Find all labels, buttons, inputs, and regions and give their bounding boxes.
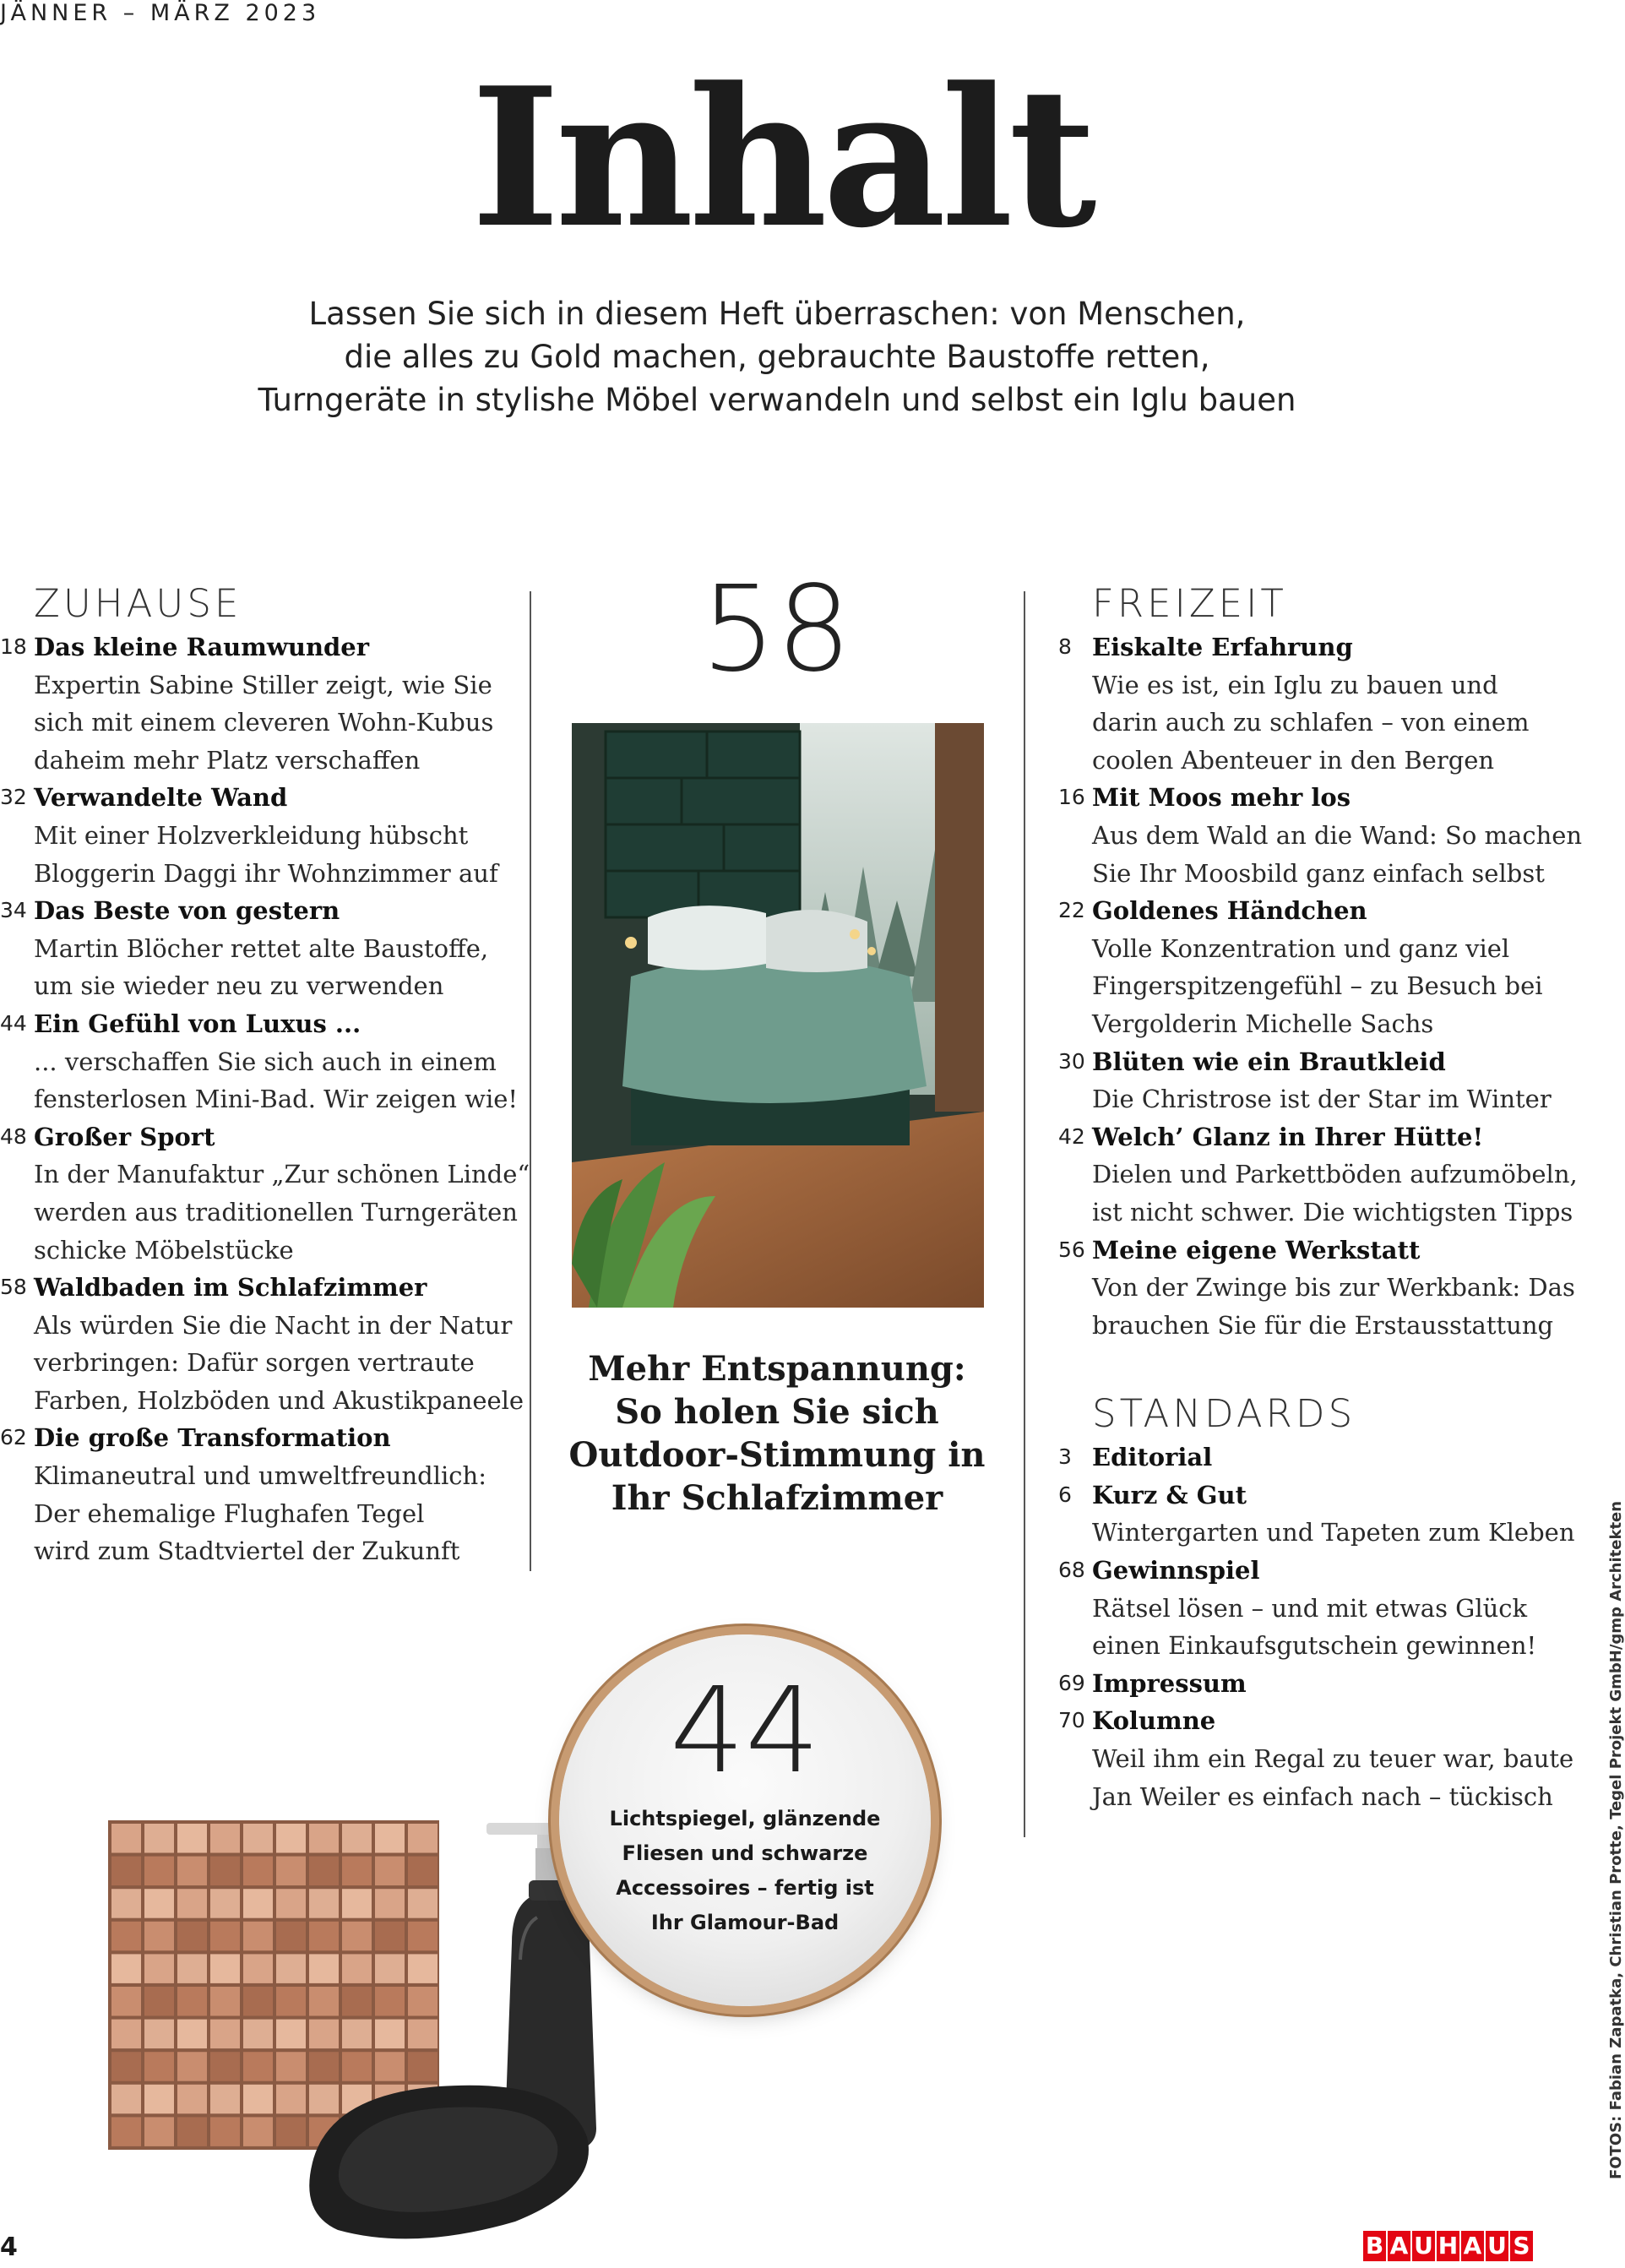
mosaic-tile [144,2117,174,2146]
bauhaus-logo[interactable] [1363,2231,1533,2261]
mosaic-tile [375,1857,405,1886]
mosaic-tile [309,1857,339,1886]
toc-description: Aus dem Wald an die Wand: So machen [1092,820,1583,850]
toc-description: Weil ihm ein Regal zu teuer war, baute [1092,1744,1574,1774]
mosaic-tile [210,2052,240,2081]
toc-description: ist nicht schwer. Die wichtigsten Tipps [1092,1197,1573,1226]
toc-title[interactable]: Das kleine Raumwunder [34,633,370,661]
toc-description: Von der Zwinge bis zur Werkbank: Das [1092,1273,1575,1303]
mosaic-tile [210,1857,240,1886]
mosaic-tile [111,1954,141,1983]
mosaic-tile [276,1824,306,1853]
mosaic-tile [177,2020,207,2049]
mosaic-tile [408,1889,438,1918]
toc-entry[interactable] [0,779,515,892]
mosaic-tile [111,1889,141,1918]
toc-title[interactable]: Goldenes Händchen [1092,896,1367,926]
mosaic-tile [144,2085,174,2114]
mosaic-tile [243,1922,273,1951]
photo-credits: FOTOS: Fabian Zapatka, Christian Protte, Tegel Projekt GmbH/gmp Architekten [1607,1500,1625,2179]
logo-letter: U [1486,2231,1508,2261]
page-title: Inhalt [470,46,1092,270]
feature-caption-line: So holen Sie sich [615,1392,939,1432]
intro-line: die alles zu Gold machen, gebrauchte Baustoffe retten, [344,339,1210,375]
mosaic-tile [177,1824,207,1853]
mosaic-tile [342,1954,372,1983]
toc-entry[interactable] [1058,1118,1578,1232]
mosaic-tile [111,1987,141,2016]
toc-description: In der Manufaktur „Zur schönen Linde“ [34,1160,530,1189]
column-divider [1024,591,1025,1837]
mosaic-tile [342,1857,372,1886]
toc-title[interactable]: Blüten wie ein Brautkleid [1092,1047,1446,1076]
mosaic-tile [342,1889,372,1918]
toc-entry[interactable] [1058,1043,1565,1118]
section-heading: FREIZEIT [1092,581,1287,626]
toc-title[interactable]: Meine eigene Werkstatt [1092,1235,1421,1265]
toc-title[interactable]: Welch’ Glanz in Ihrer Hütte! [1092,1122,1484,1151]
issue-date: JÄNNER – MÄRZ 2023 [0,0,321,26]
mosaic-tile [144,1922,174,1951]
toc-entry[interactable] [1058,628,1565,779]
mosaic-tile [375,2020,405,2049]
mosaic-tile [210,1889,240,1918]
mosaic-tile [111,1824,141,1853]
mosaic-tile [243,2020,273,2049]
feature-caption[interactable] [557,1347,997,1520]
mosaic-tile [177,2117,207,2146]
toc-page-number: 44 [0,1010,27,1036]
toc-entry[interactable] [1058,892,1565,1042]
toc-entry[interactable] [0,1269,524,1419]
mosaic-tile [309,2020,339,2049]
mosaic-tile [408,1857,438,1886]
toc-description: Martin Blöcher rettet alte Baustoffe, [34,933,489,963]
mosaic-tile [243,2117,273,2146]
toc-description: fensterlosen Mini-Bad. Wir zeigen wie! [34,1085,519,1114]
logo-letter: A [1388,2231,1410,2261]
toc-entry[interactable] [1058,1702,1574,1815]
toc-page-number: 70 [1058,1708,1085,1733]
toc-description: brauchen Sie für die Erstausstattung [1092,1310,1554,1340]
toc-description: Die Christrose ist der Star im Winter [1092,1085,1552,1114]
toc-description: Volle Konzentration und ganz viel [1092,933,1510,963]
mosaic-tile [144,1889,174,1918]
toc-description: darin auch zu schlafen – von einem [1092,708,1530,737]
toc-page-number: 6 [1058,1482,1072,1507]
mosaic-tile [210,2117,240,2146]
section-freizeit [1058,579,1583,1815]
mosaic-tile [177,1954,207,1983]
intro-line: Lassen Sie sich in diesem Heft überraschen: von Menschen, [308,296,1246,332]
toc-entry[interactable] [0,1005,519,1118]
toc-page-number: 22 [1058,898,1085,923]
toc-entry[interactable] [1058,779,1583,892]
toc-description: Dielen und Parkettböden aufzumöbeln, [1092,1160,1578,1189]
mosaic-tile [144,2020,174,2049]
mosaic-tile [210,1954,240,1983]
mosaic-tile [210,1987,240,2016]
mosaic-tile [210,2085,240,2114]
mosaic-tile [111,2085,141,2114]
mirror-caption [576,1802,914,1940]
toc-description: einen Einkaufsgutschein gewinnen! [1092,1631,1537,1661]
feature-caption-line: Mehr Entspannung: [588,1349,966,1389]
mosaic-tile [276,2020,306,2049]
mosaic-tile [243,2085,273,2114]
logo-letter: U [1412,2231,1435,2261]
toc-description: Mit einer Holzverkleidung hübscht [34,820,469,850]
mosaic-tile [276,1857,306,1886]
mosaic-tile [111,1857,141,1886]
toc-page-number: 8 [1058,634,1072,659]
toc-entry[interactable] [1058,1552,1565,1665]
mosaic-tile [309,1889,339,1918]
mosaic-tile [210,1922,240,1951]
toc-description: Vergolderin Michelle Sachs [1092,1009,1434,1038]
mosaic-tile [177,2085,207,2114]
mosaic-tile [375,1922,405,1951]
toc-title[interactable]: Verwandelte Wand [34,783,288,813]
toc-description: Der ehemalige Flughafen Tegel [34,1498,425,1528]
toc-description: sich mit einem cleveren Wohn-Kubus [34,708,494,737]
mosaic-tile [408,1824,438,1853]
logo-letter: B [1363,2231,1386,2261]
mosaic-tile [144,1987,174,2016]
mosaic-tile [276,1922,306,1951]
mosaic-tile [177,1857,207,1886]
toc-description: schicke Möbelstücke [34,1235,294,1265]
mosaic-tile [342,1987,372,2016]
toc-description: Wie es ist, ein Iglu zu bauen und [1092,670,1498,699]
feature-page-number: 44 [669,1662,821,1800]
toc-description: Jan Weiler es einfach nach – tückisch [1092,1781,1553,1811]
mosaic-tile [408,2020,438,2049]
toc-description: Als würden Sie die Nacht in der Natur [34,1310,513,1340]
toc-page-number: 62 [0,1425,27,1450]
mosaic-tile [309,1824,339,1853]
logo-letter: A [1461,2231,1484,2261]
mosaic-tile [408,1954,438,1983]
mirror-caption-line: Accessoires – fertig ist [616,1876,874,1900]
toc-description: um sie wieder neu zu verwenden [34,971,444,1001]
toc-description: werden aus traditionellen Turngeräten [34,1197,518,1226]
toc-description: Sie Ihr Moosbild ganz einfach selbst [1092,858,1545,888]
mosaic-tile [309,1987,339,2016]
toc-title[interactable]: Waldbaden im Schlafzimmer [34,1273,427,1303]
mosaic-tile [243,1824,273,1853]
mosaic-tile [144,1824,174,1853]
section-heading: ZUHAUSE [34,581,242,626]
section-zuhause [0,579,530,1570]
toc-page-number: 68 [1058,1558,1085,1583]
intro-line: Turngeräte in stylishe Möbel verwandeln und selbst ein Iglu bauen [258,382,1296,418]
mirror-caption-line: Fliesen und schwarze [622,1841,868,1865]
toc-entry[interactable] [0,628,515,779]
feature-caption-line: Outdoor-Stimmung in [568,1435,986,1475]
mosaic-tile [111,2052,141,2081]
mosaic-tile [177,1889,207,1918]
mosaic-tile [144,1857,174,1886]
mirror-caption-line: Lichtspiegel, glänzende [609,1807,881,1830]
toc-entry[interactable] [1058,1477,1575,1552]
mosaic-tile [309,1954,339,1983]
column-divider [530,591,531,1571]
bedroom-illustration [572,723,984,1308]
mosaic-tile [375,1954,405,1983]
toc-entry[interactable] [1058,1232,1575,1345]
toc-description: Farben, Holzböden und Akustikpaneele [34,1385,524,1415]
toc-page-number: 48 [0,1123,27,1149]
mirror-caption-line: Ihr Glamour-Bad [650,1911,840,1934]
mosaic-tile [276,1987,306,2016]
mosaic-tile [408,1987,438,2016]
mosaic-tile [243,1857,273,1886]
toc-title[interactable]: Gewinnspiel [1092,1556,1260,1585]
toc-page-number: 16 [1058,785,1085,810]
mosaic-tile [276,1889,306,1918]
toc-description: coolen Abenteuer in den Bergen [1092,745,1495,775]
toc-title[interactable]: Impressum [1092,1668,1247,1698]
toc-page-number: 18 [0,634,27,659]
toc-entry[interactable] [0,892,515,1005]
mosaic-tile [111,2117,141,2146]
mosaic-tile [375,1889,405,1918]
mosaic-tile [408,1922,438,1951]
mosaic-tile [177,1987,207,2016]
mosaic-tile [111,1922,141,1951]
toc-title[interactable]: Mit Moos mehr los [1092,783,1351,813]
toc-title[interactable]: Editorial [1092,1443,1213,1472]
mosaic-tile [309,1922,339,1951]
toc-title[interactable]: Kurz & Gut [1092,1480,1247,1509]
mosaic-tile [342,1922,372,1951]
mosaic-tile [342,2020,372,2049]
feature-mirror[interactable] [559,1634,931,2006]
toc-description: wird zum Stadtviertel der Zukunft [34,1536,460,1566]
mosaic-tile [243,1987,273,2016]
toc-page-number: 42 [1058,1123,1085,1149]
mosaic-tile [144,1954,174,1983]
toc-entry[interactable] [1058,1439,1565,1477]
toc-description: Rätsel lösen – und mit etwas Glück [1092,1593,1528,1623]
logo-letter: S [1510,2231,1533,2261]
toc-title[interactable]: Das Beste von gestern [34,896,340,926]
toc-entry[interactable] [0,1419,515,1569]
toc-description: ... verschaffen Sie sich auch in einem [34,1047,497,1076]
toc-entry[interactable] [0,1118,530,1269]
toc-title[interactable]: Die große Transformation [34,1423,391,1453]
intro-text [203,292,1351,422]
bedroom-photo[interactable] [572,723,984,1308]
mosaic-tile [276,1954,306,1983]
mosaic-tile [243,2052,273,2081]
logo-letter: H [1438,2232,1459,2260]
soap-dish [296,2061,608,2247]
toc-page-number: 58 [0,1275,27,1300]
mosaic-tile [210,2020,240,2049]
section-heading-standards: STANDARDS [1092,1391,1356,1437]
mosaic-tile [375,1824,405,1853]
mosaic-tile [375,1987,405,2016]
feature-page-number: 58 [700,561,852,699]
mosaic-tile [243,1954,273,1983]
feature-caption-line: Ihr Schlafzimmer [611,1478,943,1518]
mosaic-tile [177,1922,207,1951]
mosaic-tile [177,2052,207,2081]
mosaic-tile [111,2020,141,2049]
mosaic-tile [210,1824,240,1853]
toc-title[interactable]: Ein Gefühl von Luxus ... [34,1009,361,1038]
toc-description: Fingerspitzengefühl – zu Besuch bei [1092,971,1543,1001]
page-number: 4 [0,2233,18,2262]
toc-page-number: 30 [1058,1048,1085,1074]
toc-description: Expertin Sabine Stiller zeigt, wie Sie [34,670,492,699]
mosaic-tile [144,2052,174,2081]
toc-description: verbringen: Dafür sorgen vertraute [34,1348,475,1378]
toc-page-number: 34 [0,898,27,923]
toc-description: Klimaneutral und umweltfreundlich: [34,1461,486,1491]
toc-title[interactable]: Eiskalte Erfahrung [1092,633,1353,661]
toc-page-number: 69 [1058,1670,1085,1695]
toc-page-number: 32 [0,785,27,810]
mosaic-tile [342,1824,372,1853]
toc-page-number: 3 [1058,1444,1072,1470]
toc-description: Wintergarten und Tapeten zum Kleben [1092,1518,1575,1547]
toc-title[interactable]: Kolumne [1092,1706,1216,1736]
toc-description: daheim mehr Platz verschaffen [34,745,421,775]
toc-title[interactable]: Großer Sport [34,1122,215,1151]
toc-page-number: 56 [1058,1237,1085,1262]
mosaic-tile [243,1889,273,1918]
toc-entry[interactable] [1058,1665,1565,1703]
toc-description: Bloggerin Daggi ihr Wohnzimmer auf [34,858,498,888]
